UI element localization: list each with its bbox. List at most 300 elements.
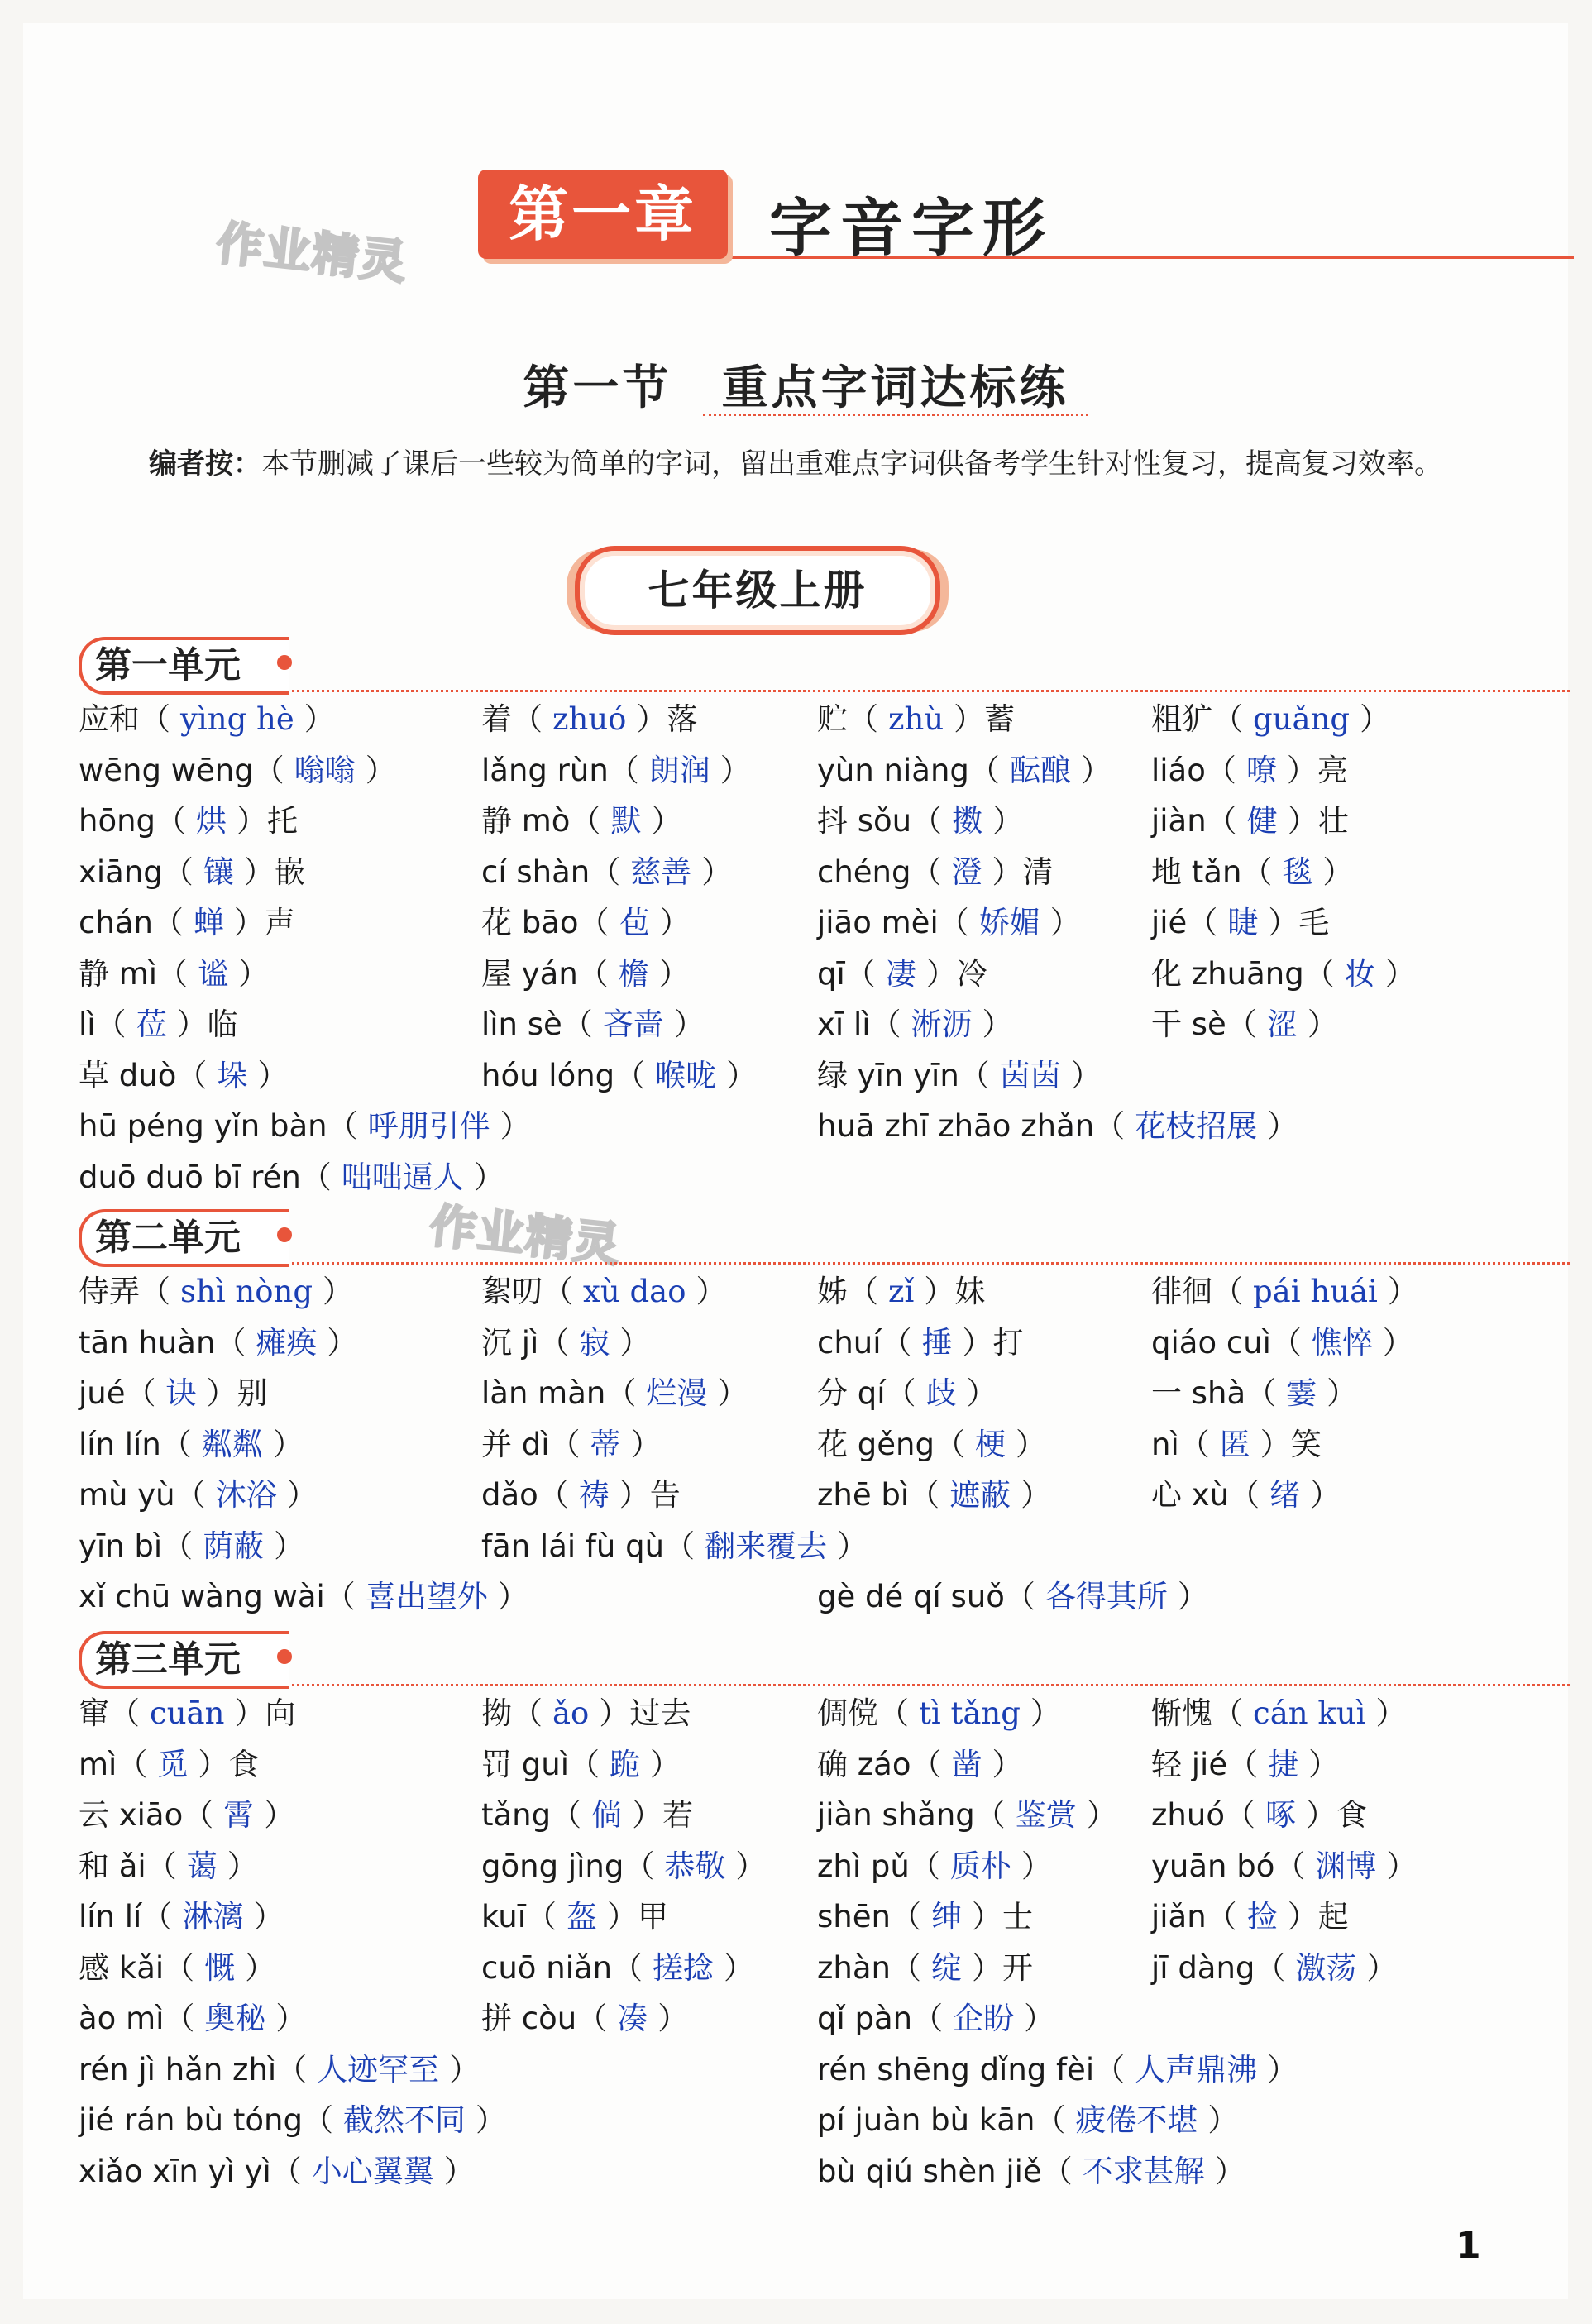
word-entry: [1151, 1689, 1406, 1738]
word-entry: [817, 695, 1015, 744]
word-entry: [1151, 746, 1348, 796]
entry-answer: 截然不同: [342, 2102, 466, 2138]
entry-close: ）: [1267, 2051, 1298, 2087]
entry-answer: 茵茵: [999, 1057, 1061, 1093]
watermark: 作业精灵: [427, 1199, 624, 1273]
entry-close: ）: [1308, 1746, 1340, 1782]
entry-answer: 慨: [204, 1949, 236, 1986]
word-entry: [79, 1369, 268, 1418]
entry-answer: 荫蔽: [203, 1528, 265, 1564]
entry-prompt: cí shàn（: [481, 854, 621, 890]
entry-answer: 匿: [1219, 1426, 1250, 1462]
entry-answer: 烂漫: [646, 1375, 708, 1411]
entry-prompt: 沉 jì（: [481, 1324, 570, 1360]
entry-prompt: 拗（: [481, 1695, 543, 1731]
entry-close: ）嵌: [243, 854, 305, 890]
entry-answer: 凑: [617, 2001, 648, 2036]
entry-answer: 凿: [951, 1746, 982, 1782]
entry-prompt: 徘徊（: [1151, 1274, 1243, 1309]
unit-title: 第一单元: [79, 637, 289, 695]
entry-prompt: 惭愧（: [1151, 1695, 1243, 1731]
entry-answer: 妆: [1344, 955, 1375, 992]
word-entry: [481, 1369, 748, 1418]
entry-answer: 啄: [1265, 1797, 1296, 1833]
entry-close: ）壮: [1287, 803, 1349, 839]
word-entry: [817, 1470, 1051, 1520]
entry-answer: 渊博: [1315, 1848, 1377, 1884]
entry-prompt: yuān bó（: [1151, 1848, 1306, 1884]
entry-answer: 瘫痪: [256, 1324, 318, 1360]
entry-prompt: jī dàng（: [1151, 1949, 1286, 1986]
word-entry: [481, 695, 697, 744]
word-entry: [817, 1102, 1298, 1151]
entry-close: ）: [696, 1274, 727, 1309]
entry-close: ）清: [992, 854, 1054, 890]
entry-close: ）: [1387, 1274, 1418, 1309]
word-entry: [79, 1051, 288, 1101]
word-entry: [481, 1994, 688, 2044]
entry-answer: 喉咙: [655, 1057, 717, 1093]
entry-answer: zǐ: [888, 1274, 915, 1309]
word-entry: [79, 2096, 506, 2145]
entry-close: ）: [1382, 1324, 1413, 1360]
word-entry: [481, 1740, 681, 1790]
entry-close: ）: [1310, 1477, 1341, 1513]
word-entry: [1151, 1420, 1322, 1470]
entry-answer: 捡: [1246, 1899, 1278, 1934]
entry-prompt: tān huàn（: [79, 1324, 246, 1360]
entry-prompt: jiāo mèi（: [817, 905, 969, 940]
word-entry: [79, 1267, 353, 1317]
entry-close: ）: [1015, 1426, 1046, 1462]
entry-answer: 各得其所: [1045, 1579, 1168, 1614]
entry-answer: cuān: [150, 1695, 225, 1731]
word-entry: [79, 2147, 475, 2197]
word-entry: [1151, 1000, 1338, 1050]
entry-answer: 慈善: [630, 854, 692, 890]
entry-prompt: qǐ pàn（: [817, 2001, 944, 2036]
entry-close: ）: [720, 752, 751, 788]
word-entry: [79, 1420, 304, 1470]
entry-prompt: 感 kǎi（: [79, 1949, 195, 1986]
entry-answer: 觅: [157, 1746, 189, 1782]
entry-close: ）起: [1287, 1899, 1349, 1934]
entry-answer: 跪: [609, 1746, 640, 1782]
entry-answer: 镶: [203, 854, 234, 890]
word-entry: [1151, 1842, 1417, 1891]
unit-rule: [292, 1262, 1570, 1265]
word-entry: [79, 1791, 294, 1840]
entry-answer: 淋漓: [182, 1899, 244, 1934]
entry-answer: 恭敬: [664, 1848, 726, 1884]
word-entry: [79, 1994, 306, 2044]
word-entry: [1151, 848, 1353, 897]
entry-close: ）: [657, 2001, 689, 2036]
entry-answer: 毯: [1282, 854, 1313, 890]
word-entry: [817, 1000, 1013, 1050]
entry-prompt: kuī（: [481, 1899, 557, 1934]
entry-answer: 绽: [931, 1949, 962, 1986]
entry-prompt: liáo（: [1151, 752, 1236, 788]
entry-prompt: jiàn（: [1151, 803, 1237, 839]
entry-close: ）: [1049, 905, 1081, 940]
entry-answer: pái huái: [1253, 1274, 1378, 1309]
entry-prompt: 应和（: [79, 701, 170, 737]
word-entry: [481, 1892, 668, 1942]
entry-prompt: 窜（: [79, 1695, 140, 1731]
entry-close: ）冷: [925, 955, 987, 992]
entry-prompt: zhuó（: [1151, 1797, 1255, 1833]
entry-close: ）打: [962, 1324, 1024, 1360]
editor-note: [83, 437, 1509, 491]
entry-prompt: 花 gěng（: [817, 1426, 965, 1462]
word-entry: [79, 796, 298, 846]
entry-close: ）: [1375, 1695, 1407, 1731]
entry-answer: 搓捻: [653, 1949, 715, 1986]
entry-close: ）毛: [1268, 905, 1330, 940]
word-entry: [817, 848, 1054, 897]
entry-answer: guǎng: [1253, 701, 1351, 737]
entry-prompt: shēn（: [817, 1899, 921, 1934]
entry-answer: 人迹罕至: [317, 2051, 440, 2087]
entry-close: ）: [1021, 1848, 1052, 1884]
entry-close: ）: [1030, 1695, 1061, 1731]
word-entry: [79, 949, 269, 999]
entry-close: ）: [1207, 2102, 1239, 2138]
entry-prompt: wēng wēng（: [79, 752, 284, 788]
entry-prompt: rén shēng dǐng fèi（: [817, 2051, 1126, 2087]
entry-close: ）: [1386, 1848, 1418, 1884]
entry-close: ）: [443, 2153, 475, 2189]
entry-answer: 盔: [567, 1899, 598, 1934]
word-entry: [481, 1051, 757, 1101]
entry-prompt: lì（: [79, 1007, 127, 1042]
word-entry: [481, 1318, 650, 1368]
entry-close: ）: [238, 955, 270, 992]
entry-answer: 粼粼: [201, 1426, 263, 1462]
entry-close: ）: [497, 1579, 528, 1614]
entry-prompt: jiàn shǎng（: [817, 1797, 1006, 1833]
entry-close: ）: [659, 905, 691, 940]
entry-answer: ǎo: [552, 1695, 590, 1731]
word-entry: [481, 796, 681, 846]
word-entry: [481, 949, 690, 999]
entry-close: ）蓄: [954, 701, 1016, 737]
entry-answer: 绪: [1269, 1477, 1301, 1513]
entry-answer: 谧: [198, 955, 229, 992]
entry-answer: 擞: [952, 803, 983, 839]
word-entry: [1151, 1318, 1413, 1368]
unit-dot: [277, 1227, 292, 1242]
entry-answer: xù dao: [583, 1274, 686, 1309]
entry-close: ）落: [636, 701, 698, 737]
entry-prompt: làn màn（: [481, 1375, 637, 1411]
entry-answer: 祷: [578, 1477, 610, 1513]
editor-note-text: 本节删减了课后一些较为简单的字词，留出重难点字词供备考学生针对性复习，提高复习效率。: [261, 447, 1442, 481]
entry-close: ）向: [234, 1695, 296, 1731]
entry-prompt: tǎng（: [481, 1797, 582, 1833]
entry-close: ）亮: [1286, 752, 1348, 788]
entry-close: ）: [673, 1007, 705, 1042]
entry-close: ）: [992, 803, 1024, 839]
entry-prompt: 贮（: [817, 701, 878, 737]
word-entry: [817, 1369, 997, 1418]
entry-close: ）: [1177, 1579, 1208, 1614]
word-entry: [481, 1689, 691, 1738]
entry-close: ）: [619, 1324, 651, 1360]
entry-close: ）: [982, 1007, 1013, 1042]
word-entry: [817, 1994, 1054, 2044]
entry-answer: 蝉: [193, 905, 224, 940]
word-entry: [1151, 1944, 1397, 1993]
entry-answer: 吝啬: [602, 1007, 664, 1042]
entry-answer: 疲倦不堪: [1075, 2102, 1198, 2138]
entry-close: ）临: [176, 1007, 238, 1042]
entry-close: ）: [253, 1899, 284, 1934]
word-entry: [79, 1102, 531, 1151]
entry-prompt: xiāng（: [79, 854, 194, 890]
entry-close: ）: [735, 1848, 767, 1884]
word-entry: [817, 1267, 985, 1317]
entry-close: ）: [264, 1797, 295, 1833]
entry-close: ）: [1080, 752, 1112, 788]
entry-prompt: 云 xiāo（: [79, 1797, 214, 1833]
word-entry: [79, 1000, 238, 1050]
entry-close: ）: [245, 1949, 276, 1986]
entry-close: ）: [304, 701, 335, 737]
word-entry: [1151, 1369, 1357, 1418]
unit-dot: [277, 1649, 292, 1664]
entry-prompt: 拼 còu（: [481, 2001, 608, 2036]
entry-answer: 凄: [885, 955, 916, 992]
word-entry: [79, 1740, 259, 1790]
entry-answer: 倘: [591, 1797, 623, 1833]
entry-close: ）: [286, 1477, 318, 1513]
entry-close: ）: [1267, 1108, 1298, 1144]
word-entry: [481, 1267, 726, 1317]
entry-close: ）: [701, 854, 733, 890]
word-entry: [79, 1522, 304, 1571]
entry-prompt: mì（: [79, 1746, 148, 1782]
entry-prompt: qī（: [817, 955, 876, 992]
word-entry: [817, 1689, 1061, 1738]
unit-title: 第二单元: [79, 1209, 289, 1267]
entry-answer: 淅沥: [911, 1007, 973, 1042]
entry-answer: 檐: [618, 955, 649, 992]
entry-prompt: hōng（: [79, 803, 187, 839]
word-entry: [79, 1572, 528, 1622]
entry-answer: 歧: [925, 1375, 957, 1411]
entry-answer: 诀: [165, 1375, 197, 1411]
entry-close: ）: [1070, 1057, 1102, 1093]
entry-prompt: dǎo（: [481, 1477, 569, 1513]
word-entry: [481, 1420, 662, 1470]
entry-prompt: gōng jìng（: [481, 1848, 655, 1884]
entry-prompt: 轻 jié（: [1151, 1746, 1259, 1782]
entry-close: ）: [327, 1324, 358, 1360]
entry-prompt: chán（: [79, 905, 184, 940]
entry-answer: cán kuì: [1253, 1695, 1366, 1731]
entry-prompt: yùn niàng（: [817, 752, 1000, 788]
entry-close: ）: [1327, 1375, 1358, 1411]
entry-close: ）: [227, 1848, 258, 1884]
entry-close: ）声: [233, 905, 295, 940]
entry-prompt: jué（: [79, 1375, 156, 1411]
entry-prompt: 屋 yán（: [481, 955, 609, 992]
entry-prompt: 静 mì（: [79, 955, 189, 992]
entry-prompt: zhì pǔ（: [817, 1848, 940, 1884]
chapter-label-box: [478, 170, 728, 259]
entry-prompt: nì（: [1151, 1426, 1210, 1462]
entry-answer: 苞: [619, 905, 650, 940]
entry-close: ）: [1360, 701, 1391, 737]
word-entry: [817, 1944, 1033, 1993]
word-entry: [1151, 1470, 1341, 1520]
entry-close: ）: [837, 1528, 868, 1564]
word-entry: [481, 1522, 868, 1571]
entry-close: ）: [1214, 2153, 1245, 2189]
entry-close: ）: [257, 1057, 289, 1093]
entry-prompt: gè dé qí suǒ（: [817, 1579, 1035, 1614]
entry-answer: 涩: [1266, 1007, 1298, 1042]
word-entry: [817, 1892, 1033, 1942]
entry-prompt: 一 shà（: [1151, 1375, 1277, 1411]
entry-prompt: 侍弄（: [79, 1274, 170, 1309]
entry-answer: 烘: [196, 803, 227, 839]
entry-prompt: lǎng rùn（: [481, 752, 639, 788]
entry-prompt: cuō niǎn（: [481, 1949, 643, 1986]
word-entry: [1151, 1791, 1367, 1840]
entry-close: ）食: [198, 1746, 260, 1782]
entry-close: ）: [275, 2001, 307, 2036]
entry-prompt: 抖 sǒu（: [817, 803, 943, 839]
word-entry: [817, 2096, 1238, 2145]
entry-answer: 娇媚: [978, 905, 1040, 940]
entry-prompt: 并 dì（: [481, 1426, 581, 1462]
entry-prompt: 绿 yīn yīn（: [817, 1057, 990, 1093]
word-entry: [817, 796, 1023, 846]
entry-prompt: 确 záo（: [817, 1746, 942, 1782]
entry-answer: 憔悴: [1311, 1324, 1373, 1360]
entry-close: ）: [1024, 2001, 1055, 2036]
entry-answer: 小心翼翼: [311, 2153, 434, 2189]
entry-prompt: pí juàn bù kān（: [817, 2102, 1066, 2138]
entry-answer: 蔼: [186, 1848, 218, 1884]
word-entry: [79, 848, 305, 897]
entry-prompt: duō duō bī rén（: [79, 1159, 332, 1195]
entry-answer: yìng hè: [180, 701, 294, 737]
word-entry: [79, 898, 295, 948]
entry-answer: 健: [1246, 803, 1278, 839]
page-number: 1: [1456, 2225, 1481, 2267]
entry-prompt: xī lì（: [817, 1007, 901, 1042]
entry-answer: 咄咄逼人: [341, 1159, 464, 1195]
entry-prompt: 分 qí（: [817, 1375, 916, 1411]
word-entry: [79, 1944, 275, 1993]
entry-prompt: jié rán bù tóng（: [79, 2102, 333, 2138]
entry-prompt: lín lí（: [79, 1899, 173, 1934]
editor-note-label: 编者按：: [149, 447, 261, 481]
entry-close: ）: [274, 1528, 305, 1564]
entry-close: ）: [1322, 854, 1354, 890]
entry-answer: 遮蔽: [949, 1477, 1011, 1513]
entry-answer: 嘹: [1245, 752, 1277, 788]
grade-label: 七年级上册: [648, 567, 868, 614]
entry-answer: 默: [610, 803, 642, 839]
entry-answer: 企盼: [953, 2001, 1015, 2036]
word-entry: [79, 1318, 357, 1368]
unit-rule: [292, 690, 1570, 692]
entry-prompt: huā zhī zhāo zhǎn（: [817, 1108, 1126, 1144]
entry-prompt: jié（: [1151, 905, 1218, 940]
entry-prompt: 姊（: [817, 1274, 878, 1309]
unit-title: 第三单元: [79, 1631, 289, 1689]
entry-prompt: 干 sè（: [1151, 1007, 1257, 1042]
entry-close: ）: [992, 1746, 1023, 1782]
entry-answer: 酝酿: [1009, 752, 1071, 788]
entry-close: ）过去: [599, 1695, 691, 1731]
entry-prompt: 罚 guì（: [481, 1746, 600, 1782]
entry-answer: 质朴: [949, 1848, 1011, 1884]
entry-prompt: chéng（: [817, 854, 942, 890]
entry-prompt: hóu lóng（: [481, 1057, 646, 1093]
entry-close: ）: [323, 1274, 354, 1309]
word-entry: [817, 1791, 1117, 1840]
entry-answer: 澄: [951, 854, 982, 890]
entry-prompt: ào mì（: [79, 2001, 195, 2036]
entry-prompt: 和 ǎi（: [79, 1848, 177, 1884]
entry-answer: 霎: [1286, 1375, 1317, 1411]
entry-close: ）: [500, 1108, 531, 1144]
entry-answer: 沐浴: [215, 1477, 277, 1513]
entry-close: ）笑: [1260, 1426, 1322, 1462]
entry-close: ）: [658, 955, 690, 992]
word-entry: [1151, 796, 1349, 846]
entry-close: ）: [1366, 1949, 1398, 1986]
entry-close: ）托: [237, 803, 299, 839]
chapter-title: 字音字形: [769, 191, 1054, 265]
word-entry: [817, 746, 1112, 796]
entry-prompt: zhē bì（: [817, 1477, 940, 1513]
entry-close: ）: [473, 1159, 504, 1195]
word-entry: [79, 1892, 284, 1942]
word-entry: [481, 1944, 754, 1993]
entry-prompt: 花 bāo（: [481, 905, 610, 940]
entry-prompt: lín lín（: [79, 1426, 192, 1462]
entry-prompt: 心 xù（: [1151, 1477, 1260, 1513]
entry-close: ）: [449, 2051, 480, 2087]
entry-close: ）: [726, 1057, 758, 1093]
entry-answer: 霄: [223, 1797, 255, 1833]
entry-close: ）: [272, 1426, 304, 1462]
word-entry: [1151, 695, 1390, 744]
word-entry: [481, 746, 751, 796]
entry-prompt: rén jì hǎn zhì（: [79, 2051, 308, 2087]
entry-close: ）: [651, 803, 682, 839]
entry-prompt: fān lái fù qù（: [481, 1528, 696, 1564]
word-entry: [481, 1470, 681, 1520]
section-underline: [703, 411, 1088, 416]
entry-prompt: bù qiú shèn jiě（: [817, 2153, 1073, 2189]
word-entry: [481, 848, 732, 897]
entry-close: ）: [1021, 1477, 1052, 1513]
entry-prompt: 草 duò（: [79, 1057, 208, 1093]
word-entry: [1151, 1267, 1418, 1317]
entry-close: ）: [966, 1375, 997, 1411]
entry-answer: 嗡嗡: [294, 752, 356, 788]
word-entry: [1151, 898, 1329, 948]
word-entry: [817, 2045, 1298, 2095]
